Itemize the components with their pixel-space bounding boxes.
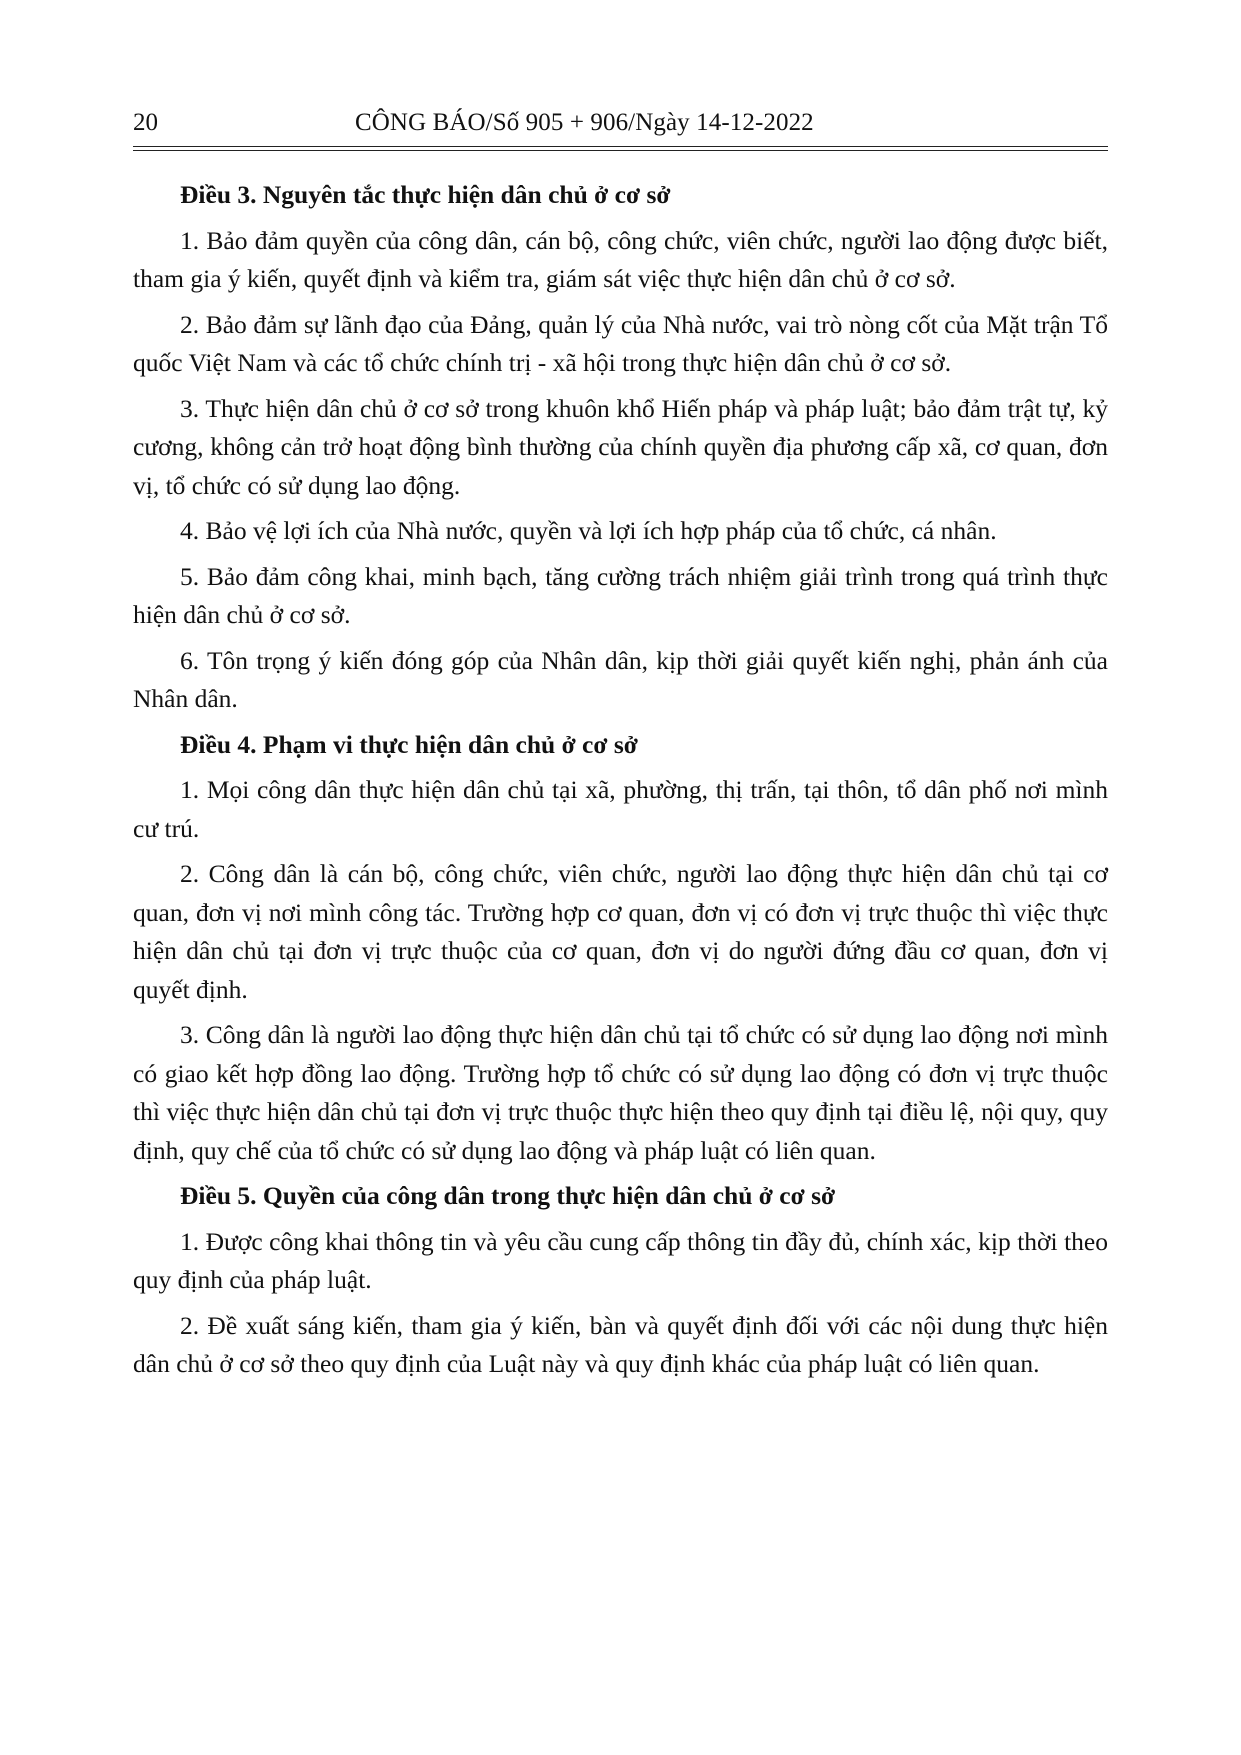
- page-number: 20: [133, 109, 158, 136]
- article-4-clause-1: 1. Mọi công dân thực hiện dân chủ tại xã, phường, thị trấn, tại thôn, tổ dân phố nơi mình cư trú.: [133, 775, 1108, 843]
- article-3-clause-5: 5. Bảo đảm công khai, minh bạch, tăng cường trách nhiệm giải trình trong quá trình thực hiện dân chủ ở cơ sở.: [133, 561, 1108, 629]
- gazette-title: CÔNG BÁO/Số 905 + 906/Ngày 14-12-2022: [355, 109, 814, 136]
- header-rule-top: [133, 146, 1108, 147]
- article-3-heading: Điều 3. Nguyên tắc thực hiện dân chủ ở cơ sở: [180, 180, 671, 209]
- article-3-clause-1: 1. Bảo đảm quyền của công dân, cán bộ, công chức, viên chức, người lao động được biết, tham gia ý kiến, quyết định và kiểm tra, giám sát việc thực hiện dân chủ ở cơ sở.: [133, 225, 1108, 293]
- article-4-clause-2: 2. Công dân là cán bộ, công chức, viên chức, người lao động thực hiện dân chủ tại cơ quan, đơn vị nơi mình công tác. Trường hợp cơ quan, đơn vị có đơn vị trực thuộc thì việc thực hiện dân chủ tại đơn vị trực thuộc của cơ quan, đơn vị do người đứng đầu cơ quan, đơn vị quyết định.: [133, 859, 1108, 1004]
- article-5-clause-2: 2. Đề xuất sáng kiến, tham gia ý kiến, bàn và quyết định đối với các nội dung thực hiện dân chủ ở cơ sở theo quy định của Luật này và quy định khác của pháp luật có liên quan.: [133, 1310, 1108, 1378]
- article-4-clause-3: 3. Công dân là người lao động thực hiện dân chủ tại tổ chức có sử dụng lao động nơi mình có giao kết hợp đồng lao động. Trường hợp tổ chức có sử dụng lao động có đơn vị trực thuộc thì việc thực hiện dân chủ tại đơn vị trực thuộc thực hiện theo quy định tại điều lệ, nội quy, quy định, quy chế của tổ chức có sử dụng lao động và pháp luật có liên quan.: [133, 1020, 1108, 1165]
- document-body: [133, 176, 1108, 1391]
- article-5-heading: Điều 5. Quyền của công dân trong thực hiện dân chủ ở cơ sở: [180, 1181, 836, 1210]
- article-4-heading: Điều 4. Phạm vi thực hiện dân chủ ở cơ sở: [180, 729, 638, 759]
- article-3-clause-4: 4. Bảo vệ lợi ích của Nhà nước, quyền và lợi ích hợp pháp của tổ chức, cá nhân.: [180, 516, 997, 545]
- page-header: [133, 108, 1108, 140]
- article-3-clause-3: 3. Thực hiện dân chủ ở cơ sở trong khuôn khổ Hiến pháp và pháp luật; bảo đảm trật tự, kỷ cương, không cản trở hoạt động bình thường của chính quyền địa phương cấp xã, cơ quan, đơn vị, tổ chức có sử dụng lao động.: [133, 393, 1108, 500]
- article-3-clause-2: 2. Bảo đảm sự lãnh đạo của Đảng, quản lý của Nhà nước, vai trò nòng cốt của Mặt trận Tổ quốc Việt Nam và các tổ chức chính trị - xã hội trong thực hiện dân chủ ở cơ sở.: [133, 309, 1108, 377]
- article-5-clause-1: 1. Được công khai thông tin và yêu cầu cung cấp thông tin đầy đủ, chính xác, kịp thời theo quy định của pháp luật.: [133, 1226, 1108, 1294]
- header-rule-bottom: [133, 150, 1108, 151]
- article-3-clause-6: 6. Tôn trọng ý kiến đóng góp của Nhân dân, kịp thời giải quyết kiến nghị, phản ánh của Nhân dân.: [133, 645, 1108, 713]
